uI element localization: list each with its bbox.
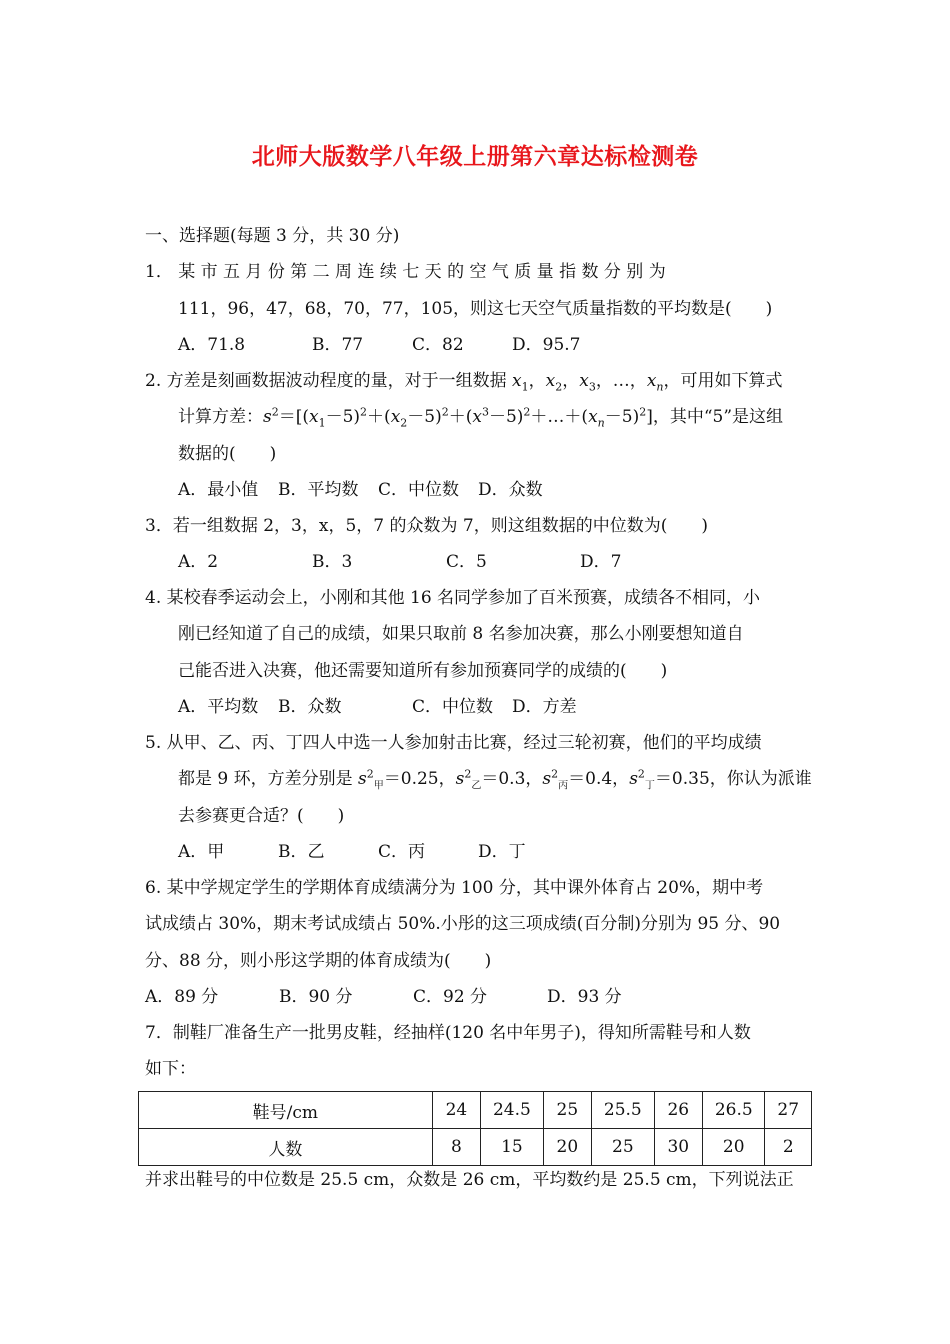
q2-line2-text: 计算方差： [178,407,263,427]
table-cell: 30 [654,1129,702,1166]
q4-line2: 刚已经知道了自己的成绩，如果只取前 8 名参加决赛，那么小刚要想知道自 [178,624,744,644]
q6-line2: 试成绩占 30%，期末考试成绩占 50%.小彤的这三项成绩(百分制)分别为 95 分、90 [145,914,781,934]
q2-option-d: D．众数 [478,480,543,500]
q2-line2-suffix: ，其中“5”是这组 [652,407,784,427]
q4-option-a: A．平均数 [178,697,259,717]
table-cell: 2 [765,1129,812,1166]
q3-line1: 3．若一组数据 2，3，x，5，7 的众数为 7，则这组数据的中位数为( ) [145,516,708,536]
q2-line3: 数据的( ) [178,444,277,464]
table-cell: 8 [432,1129,480,1166]
q6-line1: 6. 某中学规定学生的学期体育成绩满分为 100 分，其中课外体育占 20%，期中考 [145,878,764,898]
q3-option-b: B．3 [312,552,353,572]
q1-option-a: A．71.8 [178,335,246,355]
table-cell: 27 [765,1092,812,1129]
q3-option-c: C．5 [446,552,487,572]
q5-option-a: A．甲 [178,842,225,862]
q1-option-c: C．82 [412,335,464,355]
q6-option-d: D．93 分 [547,987,622,1007]
q5-option-b: B．乙 [278,842,325,862]
q6-options [145,985,622,1009]
q1-line1: 1． 某 市 五 月 份 第 二 周 连 续 七 天 的 空 气 质 量 指 数 分 别 为 [145,262,666,282]
q4-options [178,695,577,719]
table-cell: 25 [592,1129,654,1166]
q5-line1: 5. 从甲、乙、丙、丁四人中选一人参加射击比赛，经过三轮初赛，他们的平均成绩 [145,733,762,753]
q4-line1: 4. 某校春季运动会上，小刚和其他 16 名同学参加了百米预赛，成绩各不相同，小 [145,588,761,608]
q5-option-c: C．丙 [378,842,426,862]
q7-line3: 并求出鞋号的中位数是 25.5 cm，众数是 26 cm，平均数约是 25.5 cm，下列说法正 [145,1170,794,1190]
section-heading: 一、选择题(每题 3 分，共 30 分) [145,226,400,246]
table-cell: 26.5 [703,1092,765,1129]
q3-option-d: D．7 [580,552,622,572]
q2-line2: 计算方差：$s^2=[(x_1-5)^2+(x_2-5)^2+(x^3-5)^2+\dots+(x_n-5)^2]$，其中“5”是这组 [178,405,784,430]
q5-line2-suffix: ，你认为派谁 [709,769,812,789]
q2-line1: 2. 方差是刻画数据波动程度的量，对于一组数据 $x_1$，$x_2$，$x_3$，…，$x_n$，可用如下算式 [145,371,783,394]
table-cell: 25 [543,1092,591,1129]
table-cell: 25.5 [592,1092,654,1129]
q2-line1-text: 2. 方差是刻画数据波动程度的量，对于一组数据 [145,371,513,391]
q6-option-c: C．92 分 [413,987,488,1007]
table-cell: 24 [432,1092,480,1129]
table-header-cell: 人数 [139,1129,433,1166]
q2-option-b: B．平均数 [278,480,359,500]
shoe-size-table [138,1091,812,1166]
q4-option-b: B．众数 [278,697,342,717]
q4-option-d: D．方差 [512,697,577,717]
q6-line3: 分、88 分，则小彤这学期的体育成绩为( ) [145,951,492,971]
q7-line2: 如下： [145,1059,196,1079]
q2-options [178,478,543,502]
q7-line1: 7．制鞋厂准备生产一批男皮鞋，经抽样(120 名中年男子)，得知所需鞋号和人数 [145,1023,751,1043]
q5-options [178,840,526,864]
table-cell: 24.5 [481,1092,543,1129]
q2-option-a: A．最小值 [178,480,259,500]
table-header-cell: 鞋号/cm [139,1092,433,1129]
q1-option-d: D．95.7 [512,335,581,355]
q5-line2: 都是 9 环，方差分别是 $s^2_甲=0.25$，$s^2_乙=0.3$，$s^2_丙=0.4$，$s^2_丁=0.35$，你认为派谁 [178,767,812,792]
table-row [139,1129,812,1166]
q6-option-b: B．90 分 [279,987,353,1007]
q2-option-c: C．中位数 [378,480,460,500]
q1-options [178,333,580,357]
table-row [139,1092,812,1129]
q3-options [178,550,621,574]
page-title: 北师大版数学八年级上册第六章达标检测卷 [251,144,699,170]
q4-option-c: C．中位数 [412,697,494,717]
table-cell: 26 [654,1092,702,1129]
q1-option-b: B．77 [312,335,364,355]
q1-line2: 111，96，47，68，70，77，105，则这七天空气质量指数的平均数是( ) [178,299,773,319]
q5-option-d: D．丁 [478,842,526,862]
table-cell: 15 [481,1129,543,1166]
q5-line2-text: 都是 9 环，方差分别是 [178,769,359,789]
q3-option-a: A．2 [178,552,219,572]
q4-line3: 己能否进入决赛，他还需要知道所有参加预赛同学的成绩的( ) [178,661,668,681]
table-cell: 20 [543,1129,591,1166]
q6-option-a: A．89 分 [145,987,219,1007]
q5-line3: 去参赛更合适？( ) [178,806,345,826]
table-cell: 20 [703,1129,765,1166]
